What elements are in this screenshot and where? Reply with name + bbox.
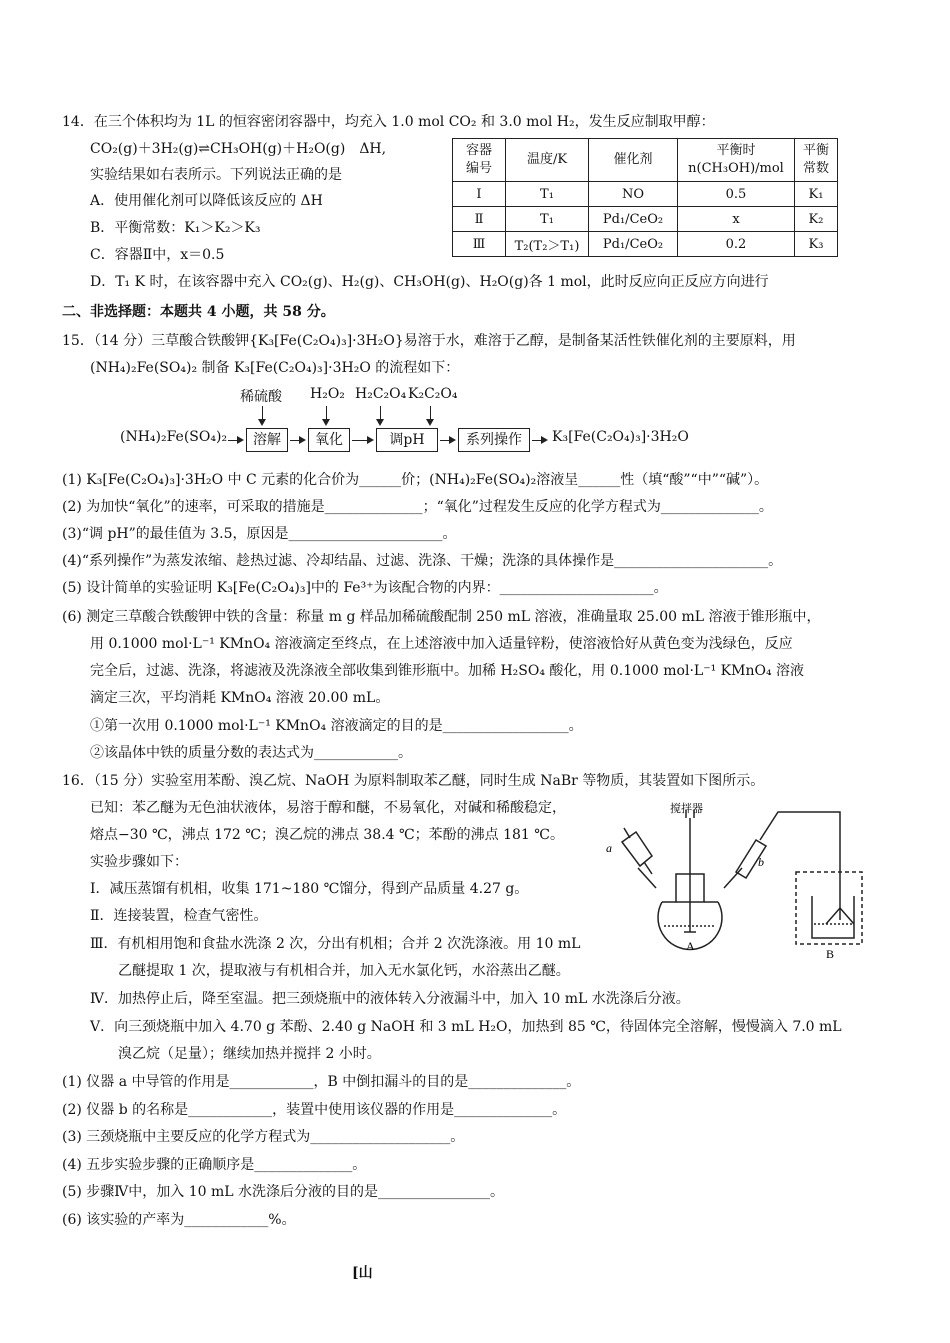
- q16-step4: Ⅳ．加热停止后，降至室温。把三颈烧瓶中的液体转入分液漏斗中，加入 10 mL 水洗涤后分液。: [90, 991, 690, 1007]
- q14-line3: 实验结果如右表所示。下列说法正确的是: [90, 167, 342, 183]
- label-B: B: [826, 947, 835, 961]
- q16-step5-line2: 溴乙烷（足量）；继续加热并搅拌 2 小时。: [118, 1046, 381, 1062]
- table-row: [453, 232, 838, 257]
- q16-known1: 已知：苯乙醚为无色油状液体，易溶于醇和醚，不易氧化，对碱和稀酸稳定，: [90, 800, 566, 816]
- reagent-label: H₂O₂: [310, 386, 345, 402]
- table-cell: Pd₁/CeO₂: [589, 232, 678, 257]
- q16-step1: Ⅰ．减压蒸馏有机相，收集 171~180 ℃馏分，得到产品质量 4.27 g。: [90, 881, 529, 897]
- table-cell: 0.2: [678, 232, 795, 257]
- label-b: b: [758, 855, 764, 869]
- q16-step5-line1: Ⅴ．向三颈烧瓶中加入 4.70 g 苯酚、2.40 g NaOH 和 3 mL H₂O，加热到 85 ℃，待固体完全溶解，慢慢滴入 7.0 mL: [90, 1019, 842, 1035]
- label-A: A: [686, 939, 695, 953]
- beaker-b-box: [796, 872, 862, 944]
- flow-start: (NH₄)₂Fe(SO₄)₂: [120, 429, 228, 445]
- down-arrow-icon: [326, 406, 327, 424]
- q15-intro-line1: 15．（14 分）三草酸合铁酸钾{K₃[Fe(C₂O₄)₃]·3H₂O}易溶于水，难溶于乙醇，是制备某活性铁催化剂的主要原料，用: [62, 333, 796, 349]
- table-cell: K₃: [795, 232, 838, 257]
- flow-step: 系列操作: [458, 428, 530, 452]
- table-cell: x: [678, 207, 795, 232]
- q16-step3-line2: 乙醚提取 1 次，提取液与有机相合并，加入无水氯化钙，水浴蒸出乙醚。: [118, 963, 570, 979]
- stirrer-label: 搅拌器: [670, 803, 703, 815]
- q14-option-d: D．T₁ K 时，在该容器中充入 CO₂(g)、H₂(g)、CH₃OH(g)、H₂O(g)各 1 mol，此时反应向正反应方向进行: [90, 274, 769, 290]
- reagent-label: 稀硫酸: [240, 389, 282, 405]
- label-a: a: [606, 841, 612, 855]
- section-heading: 二、非选择题：本题共 4 小题，共 58 分。: [62, 304, 335, 320]
- q15-sub6-line1: (6) 测定三草酸合铁酸钾中铁的含量：称量 m g 样品加稀硫酸配制 250 mL 溶液，准确量取 25.00 mL 溶液于锥形瓶中，: [62, 609, 821, 625]
- flow-step: 溶解: [246, 428, 288, 452]
- flow-step: 氧化: [308, 428, 350, 452]
- table-header: 容器 编号: [453, 139, 506, 182]
- table-row: [453, 207, 838, 232]
- right-arrow-icon: [532, 440, 546, 441]
- table-cell: NO: [589, 182, 678, 207]
- reagent-label: H₂C₂O₄: [355, 386, 407, 402]
- q14-option-a: A．使用催化剂可以降低该反应的 ΔH: [90, 193, 323, 209]
- table-row: [453, 182, 838, 207]
- q16-sub3: (3) 三颈烧瓶中主要反应的化学方程式为____________________。: [62, 1129, 465, 1145]
- table-cell: Ⅱ: [453, 207, 506, 232]
- q14-line1: 14．在三个体积均为 1L 的恒容密闭容器中，均充入 1.0 mol CO₂ 和 3.0 mol H₂，发生反应制取甲醇：: [62, 114, 715, 130]
- q16-intro: 16．（15 分）实验室用苯酚、溴乙烷、NaOH 为原料制取苯乙醚，同时生成 NaBr 等物质，其装置如下图所示。: [62, 773, 765, 789]
- table-header: 温度/K: [506, 139, 589, 182]
- table-cell: K₁: [795, 182, 838, 207]
- table-cell: Ⅲ: [453, 232, 506, 257]
- table-cell: T₁: [506, 207, 589, 232]
- page-footer: [山: [352, 1265, 373, 1281]
- q15-sub3: (3)“调 pH”的最佳值为 3.5，原因是______________________。: [62, 526, 457, 542]
- delivery-tube: [760, 812, 840, 920]
- right-arrow-icon: [228, 440, 242, 441]
- q15-sub6-line2: 用 0.1000 mol·L⁻¹ KMnO₄ 溶液滴定至终点，在上述溶液中加入适量锌粉，使溶液恰好从黄色变为浅绿色，反应: [90, 636, 793, 652]
- q16-sub2: (2) 仪器 b 的名称是____________，装置中使用该仪器的作用是______________。: [62, 1102, 567, 1118]
- table-cell: T₁: [506, 182, 589, 207]
- table-cell: K₂: [795, 207, 838, 232]
- apparatus-diagram: [600, 800, 880, 970]
- table-header: 平衡时 n(CH₃OH)/mol: [678, 139, 795, 182]
- flow-step: 调pH: [376, 428, 438, 452]
- reagent-label: K₂C₂O₄: [408, 386, 458, 402]
- table-header: 平衡 常数: [795, 139, 838, 182]
- right-arrow-icon: [290, 440, 304, 441]
- right-arrow-icon: [352, 440, 372, 441]
- table-cell: Pd₁/CeO₂: [589, 207, 678, 232]
- q15-sub6-item1: ①第一次用 0.1000 mol·L⁻¹ KMnO₄ 溶液滴定的目的是__________________。: [90, 718, 583, 734]
- down-arrow-icon: [430, 406, 431, 424]
- q16-steps-title: 实验步骤如下：: [90, 854, 188, 870]
- q15-sub1: (1) K₃[Fe(C₂O₄)₃]·3H₂O 中 C 元素的化合价为______价；(NH₄)₂Fe(SO₄)₂溶液呈______性（填“酸”“中”“碱”）。: [62, 472, 769, 488]
- right-arrow-icon: [440, 440, 454, 441]
- down-arrow-icon: [262, 406, 263, 424]
- q15-sub6-item2: ②该晶体中铁的质量分数的表达式为____________。: [90, 745, 412, 761]
- q16-sub5: (5) 步骤Ⅳ中，加入 10 mL 水洗涤后分液的目的是________________。: [62, 1184, 505, 1200]
- q14-table: [452, 138, 838, 257]
- q15-sub6-line3: 完全后，过滤、洗涤，将滤液及洗涤液全部收集到锥形瓶中。加稀 H₂SO₄ 酸化，用 0.1000 mol·L⁻¹ KMnO₄ 溶液: [90, 663, 805, 679]
- q14-option-b: B．平衡常数：K₁＞K₂＞K₃: [90, 220, 261, 236]
- q16-step3-line1: Ⅲ．有机相用饱和食盐水洗涤 2 次，分出有机相；合并 2 次洗涤液。用 10 mL: [90, 936, 581, 952]
- q15-intro-line2: (NH₄)₂Fe(SO₄)₂ 制备 K₃[Fe(C₂O₄)₃]·3H₂O 的流程如下：: [90, 360, 460, 376]
- table-cell: 0.5: [678, 182, 795, 207]
- q15-sub2: (2) 为加快“氧化”的速率，可采取的措施是______________；“氧化”过程发生反应的化学方程式为______________。: [62, 499, 773, 515]
- q16-sub4: (4) 五步实验步骤的正确顺序是______________。: [62, 1157, 367, 1173]
- q14-equation: CO₂(g)＋3H₂(g)⇌CH₃OH(g)＋H₂O(g) ΔH,: [90, 141, 387, 157]
- q16-step2: Ⅱ．连接装置，检查气密性。: [90, 908, 268, 924]
- q16-sub6: (6) 该实验的产率为____________%。: [62, 1212, 296, 1228]
- q16-sub1: (1) 仪器 a 中导管的作用是____________，B 中倒扣漏斗的目的是______________。: [62, 1074, 581, 1090]
- down-arrow-icon: [380, 406, 381, 424]
- q15-sub5: (5) 设计简单的实验证明 K₃[Fe(C₂O₄)₃]中的 Fe³⁺为该配合物的内界：______________________。: [62, 580, 668, 596]
- q16-known2: 熔点−30 ℃，沸点 172 ℃；溴乙烷的沸点 38.4 ℃；苯酚的沸点 181 ℃。: [90, 827, 564, 843]
- q14-option-c: C．容器Ⅱ中，x＝0.5: [90, 247, 225, 263]
- table-header: 催化剂: [589, 139, 678, 182]
- q15-sub6-line4: 滴定三次，平均消耗 KMnO₄ 溶液 20.00 mL。: [90, 690, 390, 706]
- q15-sub4: (4)“系列操作”为蒸发浓缩、趁热过滤、冷却结晶、过滤、洗涤、干燥；洗涤的具体操作是______________________。: [62, 553, 783, 569]
- table-cell: Ⅰ: [453, 182, 506, 207]
- flow-end: K₃[Fe(C₂O₄)₃]·3H₂O: [552, 429, 689, 445]
- dropping-funnel-a: [622, 832, 652, 866]
- table-cell: T₂(T₂＞T₁): [506, 232, 589, 257]
